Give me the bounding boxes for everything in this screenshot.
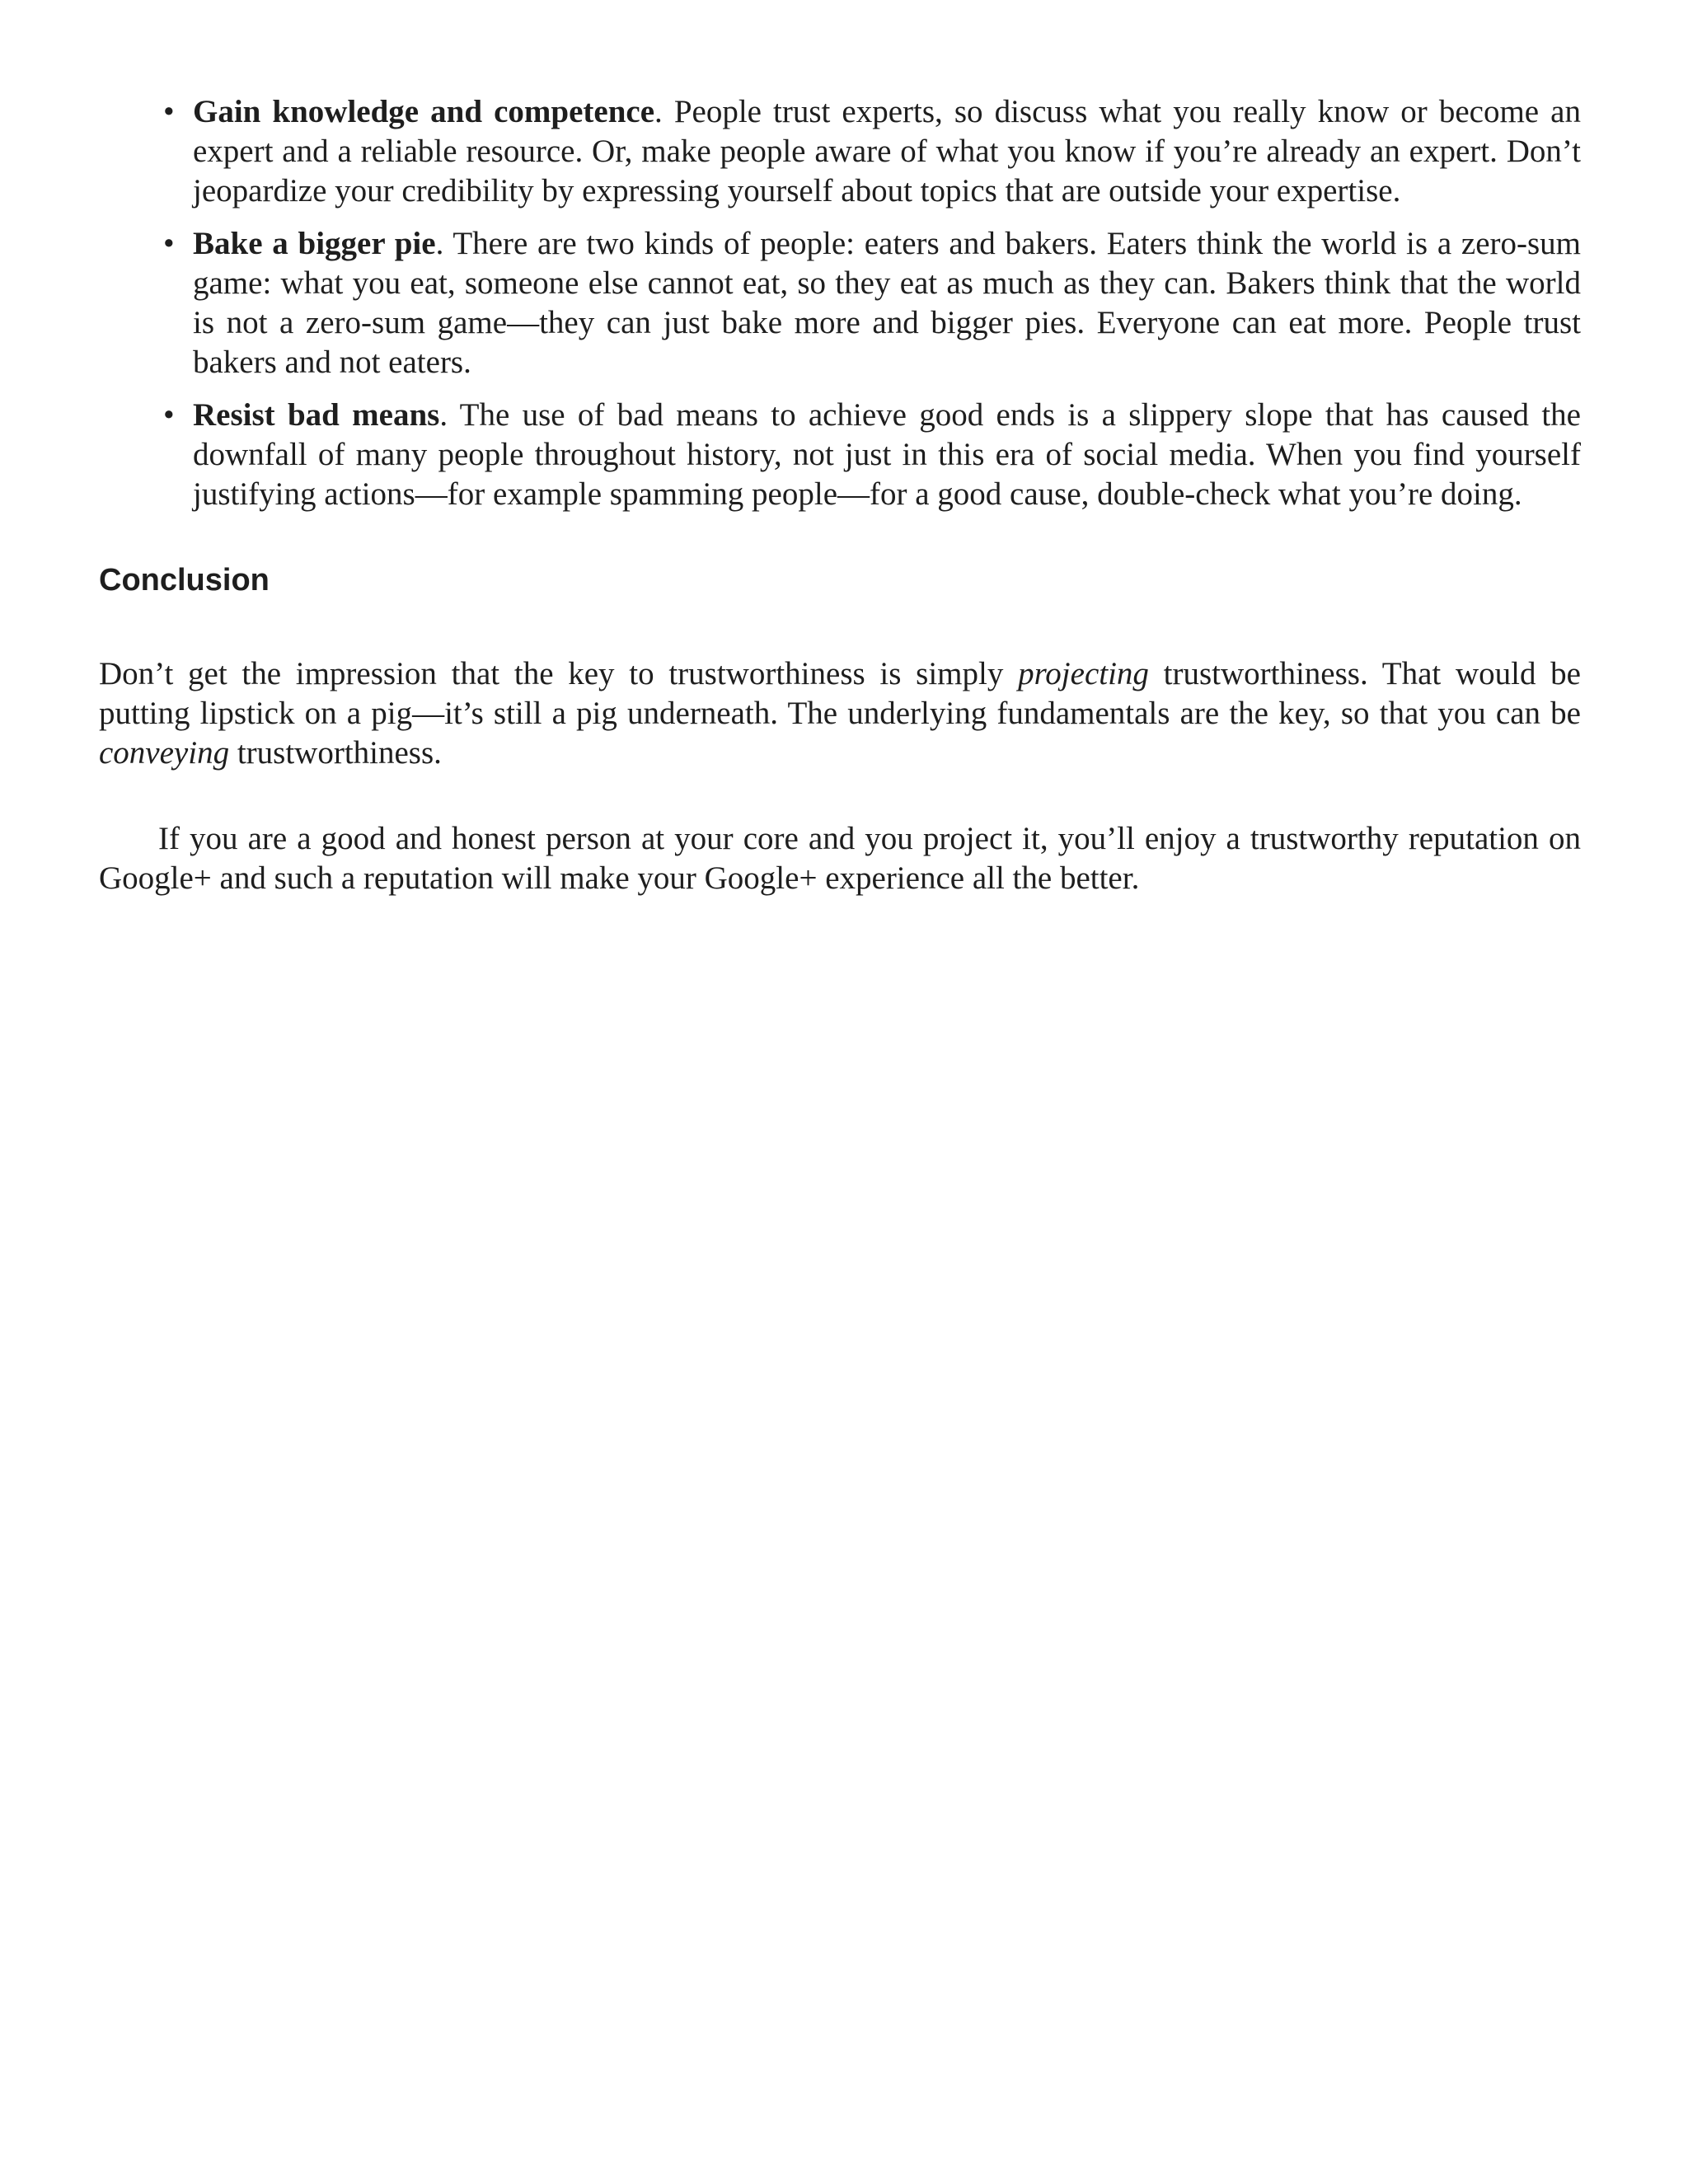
list-item-term: Resist bad means — [193, 397, 440, 433]
list-item — [99, 92, 1581, 211]
conclusion-paragraph-2: If you are a good and honest person at your core and you project it, you’ll enjoy a trustworthy reputation on Google+ and such a reputation will make your Google+ experience all the better. — [99, 821, 1581, 896]
list-item-term: Bake a bigger pie — [193, 226, 436, 261]
list-item-text: . The use of bad means to achieve good ends is a slippery slope that has caused the downfall of many people throughout history, not just in this era of social media. When you find yourself justifying actions—for example spamming people—for a good cause, double-check what you’re doing. — [193, 397, 1581, 512]
list-item — [99, 224, 1581, 382]
bullet-icon: • — [163, 397, 175, 433]
conclusion-paragraph-1 — [99, 654, 1581, 773]
list-item-text: . There are two kinds of people: eaters and bakers. Eaters think the world is a zero-sum game: what you eat, someone else cannot eat, so they eat as much as they can. Bakers think that the world is not a zero-sum game—they can just bake more and bigger pies. Everyone can eat more. People trust bakers and not eaters. — [193, 226, 1581, 380]
bullet-list — [99, 92, 1581, 514]
bullet-icon: • — [163, 94, 175, 129]
paragraph-text: trustworthiness. That would be putting lipstick on a pig—it’s still a pig underneath. The underlying fundamentals are the key, so that you can be — [99, 656, 1581, 731]
list-item-term: Gain knowledge and competence — [193, 94, 655, 129]
bullet-icon: • — [163, 226, 175, 261]
list-item-text: . People trust experts, so discuss what you really know or become an expert and a reliable resource. Or, make people aware of what you know if you’re already an expert. Don’t jeopardize your credibility by expressing yourself about topics that are outside your expertise. — [193, 94, 1581, 209]
section-heading-conclusion: Conclusion — [99, 563, 270, 598]
list-item — [99, 396, 1581, 514]
paragraph-text: Don’t get the impression that the key to trustworthiness is simply — [99, 656, 1019, 691]
document-page — [99, 92, 1581, 898]
emphasis-text: projecting — [1018, 656, 1149, 691]
emphasis-text: conveying — [99, 735, 230, 771]
paragraph-text: trustworthiness. — [229, 735, 442, 771]
